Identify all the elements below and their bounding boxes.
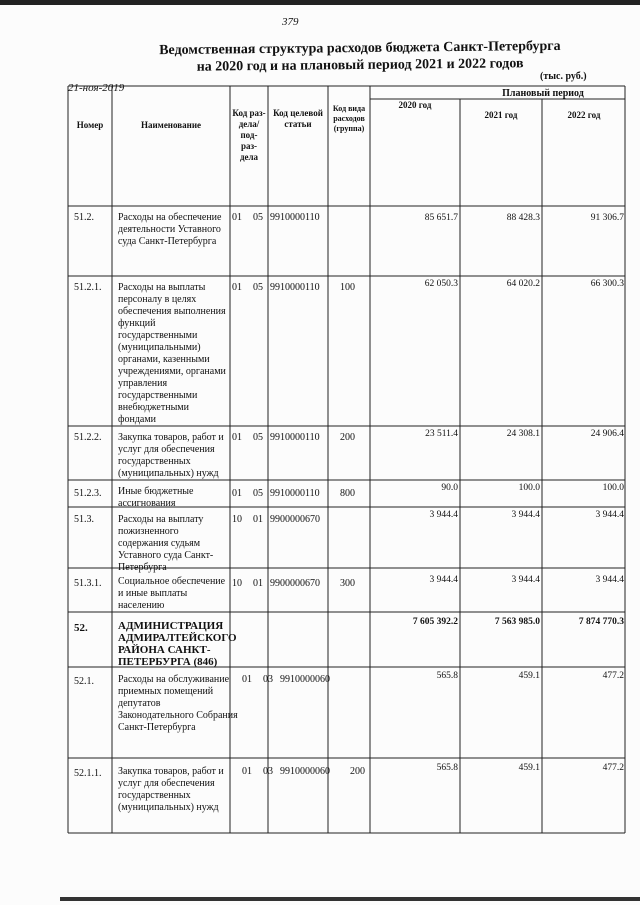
row-name: Расходы на выплату пожизненного содержания судьям Уставного суда Санкт-Петербурга [118,514,214,573]
row-2020: 565.8 [436,763,458,773]
row-2022: 7 874 770.3 [578,617,624,627]
scan-edge-top [0,0,640,5]
row-name: Иные бюджетные ассигнования [118,486,194,509]
row-number: 51.2.2. [74,432,102,443]
row-number: 51.2.1. [74,282,102,293]
row-2021: 459.1 [518,763,540,773]
header-name: Наименование [141,120,201,130]
row-target-code: 9910000110 [270,212,320,223]
row-section: 01 [232,488,242,499]
row-subsection: 03 [263,766,273,777]
row-2020: 7 605 392.2 [412,617,458,627]
row-2020: 3 944.4 [429,510,458,520]
row-2021: 64 020.2 [506,279,540,289]
row-number: 52.1. [74,676,94,687]
header-expense-type: Код вида расходов (группа) [332,104,366,133]
row-expense-type: 100 [340,282,355,293]
row-section: 10 [232,514,242,525]
row-section: 01 [232,432,242,443]
row-2020: 62 050.3 [424,279,458,289]
title-line-1: Ведомственная структура расходов бюджета Санкт-Петербурга [159,38,561,59]
row-name: Закупка товаров, работ и услуг для обеспечения государственных (муниципальных) нужд [118,766,224,813]
scan-edge-bottom [60,897,640,901]
row-section: 01 [242,674,252,685]
row-expense-type: 200 [340,432,355,443]
header-section-code: Код раз- дела/ под- раз- дела [232,108,266,162]
row-2022: 24 906.4 [590,429,624,439]
row-target-code: 9910000110 [270,432,320,443]
row-2021: 7 563 985.0 [494,617,540,627]
header-2021: 2021 год [484,110,518,120]
row-2022: 3 944.4 [595,575,624,585]
page-number: 379 [282,16,299,28]
row-number: 52.1.1. [74,768,102,779]
row-2022: 3 944.4 [595,510,624,520]
row-2021: 3 944.4 [511,575,540,585]
row-target-code: 9900000670 [270,514,320,525]
row-expense-type: 800 [340,488,355,499]
header-2020: 2020 год [398,100,432,110]
row-2021: 459.1 [518,671,540,681]
row-number: 51.2.3. [74,488,102,499]
row-section: 01 [242,766,252,777]
row-target-code: 9910000110 [270,282,320,293]
row-name: Социальное обеспечение и иные выплаты населению [118,576,226,611]
row-2022: 477.2 [602,671,624,681]
row-name: Расходы на обеспечение деятельности Уставного суда Санкт-Петербурга [118,212,222,247]
row-2021: 100.0 [518,483,540,493]
header-planned-period: Плановый период [502,88,584,99]
row-2020: 565.8 [436,671,458,681]
row-number: 51.3.1. [74,578,102,589]
row-number: 52. [74,622,88,634]
row-name: АДМИНИСТРАЦИЯ АДМИРАЛТЕЙСКОГО РАЙОНА САНКТ-ПЕТЕРБУРГА (846) [118,620,237,668]
row-2021: 24 308.1 [506,429,540,439]
row-2022: 66 300.3 [590,279,624,289]
row-subsection: 05 [253,212,263,223]
row-2020: 3 944.4 [429,575,458,585]
title-line-2: на 2020 год и на плановый период 2021 и 2022 годов [196,56,524,75]
row-expense-type: 300 [340,578,355,589]
row-subsection: 03 [263,674,273,685]
row-target-code: 9910000060 [280,674,330,685]
row-2020: 85 651.7 [424,213,458,223]
header-2022: 2022 год [567,110,601,120]
units-label: (тыс. руб.) [540,71,587,82]
row-2022: 100.0 [602,483,624,493]
row-expense-type: 200 [350,766,365,777]
row-number: 51.3. [74,514,94,525]
row-name: Расходы на обслуживание приемных помещений депутатов Законодательного Собрания Санкт-Петербурга [118,674,238,733]
row-subsection: 05 [253,488,263,499]
row-number: 51.2. [74,212,94,223]
row-subsection: 01 [253,514,263,525]
row-subsection: 01 [253,578,263,589]
row-2021: 88 428.3 [506,213,540,223]
row-subsection: 05 [253,282,263,293]
row-2021: 3 944.4 [511,510,540,520]
row-2022: 91 306.7 [590,213,624,223]
row-target-code: 9910000110 [270,488,320,499]
row-2020: 23 511.4 [425,429,458,439]
header-number: Номер [76,120,104,130]
row-2020: 90.0 [441,483,458,493]
row-section: 01 [232,282,242,293]
row-section: 10 [232,578,242,589]
row-target-code: 9910000060 [280,766,330,777]
row-name: Закупка товаров, работ и услуг для обеспечения государственных (муниципальных) нужд [118,432,224,479]
row-subsection: 05 [253,432,263,443]
row-target-code: 9900000670 [270,578,320,589]
document-date: 21-ноя-2019 [68,82,125,94]
row-name: Расходы на выплаты персоналу в целях обеспечения выполнения функций государственными (муниципальными) органами, казенными учреждениями, органами управления государственными внебюджетными фондами [118,282,226,425]
header-target-code: Код целевой статьи [273,108,323,129]
row-section: 01 [232,212,242,223]
row-2022: 477.2 [602,763,624,773]
